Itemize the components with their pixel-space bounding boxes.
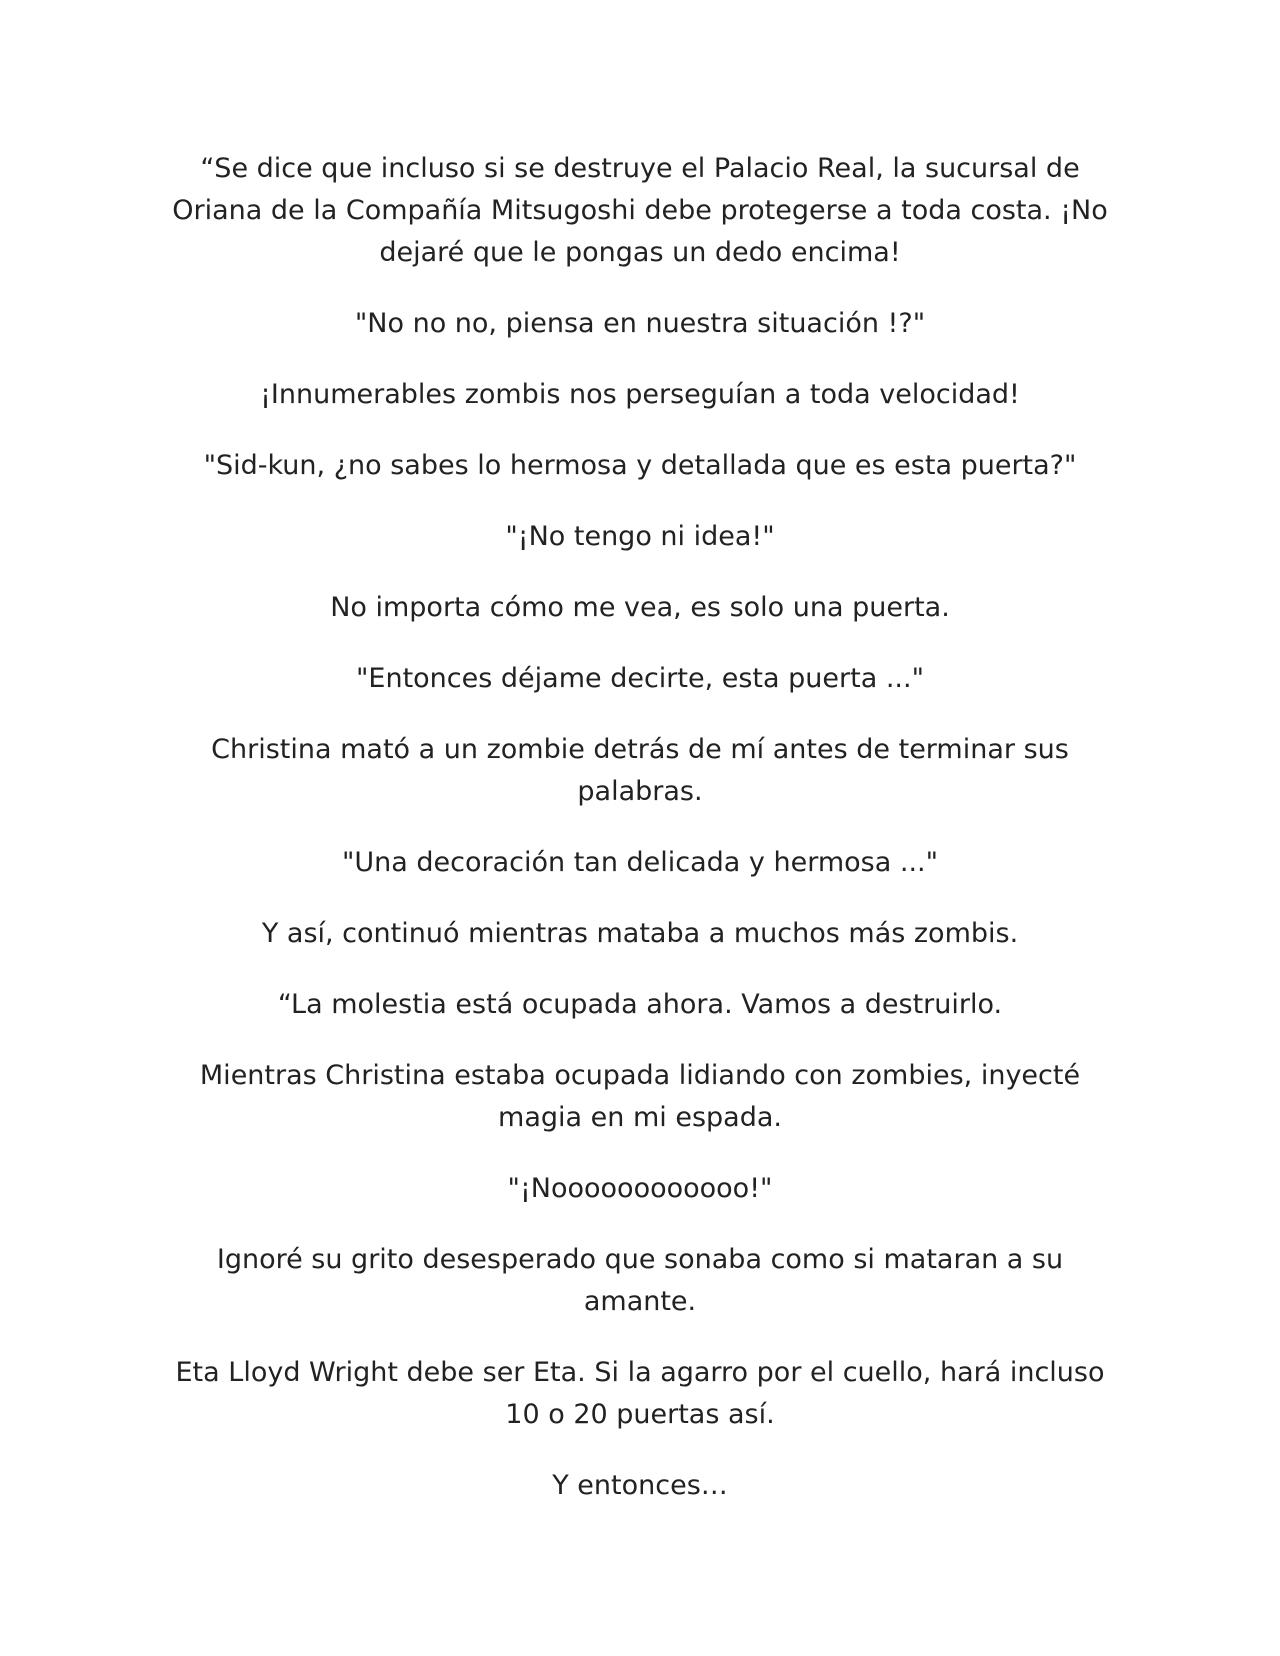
paragraph: "No no no, piensa en nuestra situación !?"	[354, 308, 926, 339]
paragraph: Christina mató a un zombie detrás de mí antes de terminar sus palabras.	[211, 734, 1069, 807]
document-body	[170, 148, 1110, 1536]
paragraph: "Una decoración tan delicada y hermosa ..."	[341, 847, 939, 878]
paragraph: No importa cómo me vea, es solo una puerta.	[330, 592, 950, 623]
paragraph: “Se dice que incluso si se destruye el Palacio Real, la sucursal de Oriana de la Compañía Mitsugoshi debe protegerse a toda costa. ¡No dejaré que le pongas un dedo encima!	[172, 153, 1108, 268]
paragraph: “La molestia está ocupada ahora. Vamos a destruirlo.	[277, 989, 1003, 1020]
paragraph: ¡Innumerables zombis nos perseguían a toda velocidad!	[260, 379, 1020, 410]
paragraph: Ignoré su grito desesperado que sonaba como si mataran a su amante.	[216, 1244, 1064, 1317]
paragraph: "¡No tengo ni idea!"	[505, 521, 775, 552]
paragraph: "Entonces déjame decirte, esta puerta ..."	[355, 663, 924, 694]
paragraph: Y así, continuó mientras mataba a muchos más zombis.	[261, 918, 1019, 949]
paragraph: Eta Lloyd Wright debe ser Eta. Si la agarro por el cuello, hará incluso 10 o 20 puertas así.	[175, 1357, 1105, 1430]
paragraph: Mientras Christina estaba ocupada lidiando con zombies, inyecté magia en mi espada.	[199, 1060, 1081, 1133]
paragraph: Y entonces…	[552, 1470, 728, 1501]
paragraph: "¡Noooooooooooo!"	[507, 1173, 773, 1204]
paragraph: "Sid-kun, ¿no sabes lo hermosa y detallada que es esta puerta?"	[203, 450, 1077, 481]
